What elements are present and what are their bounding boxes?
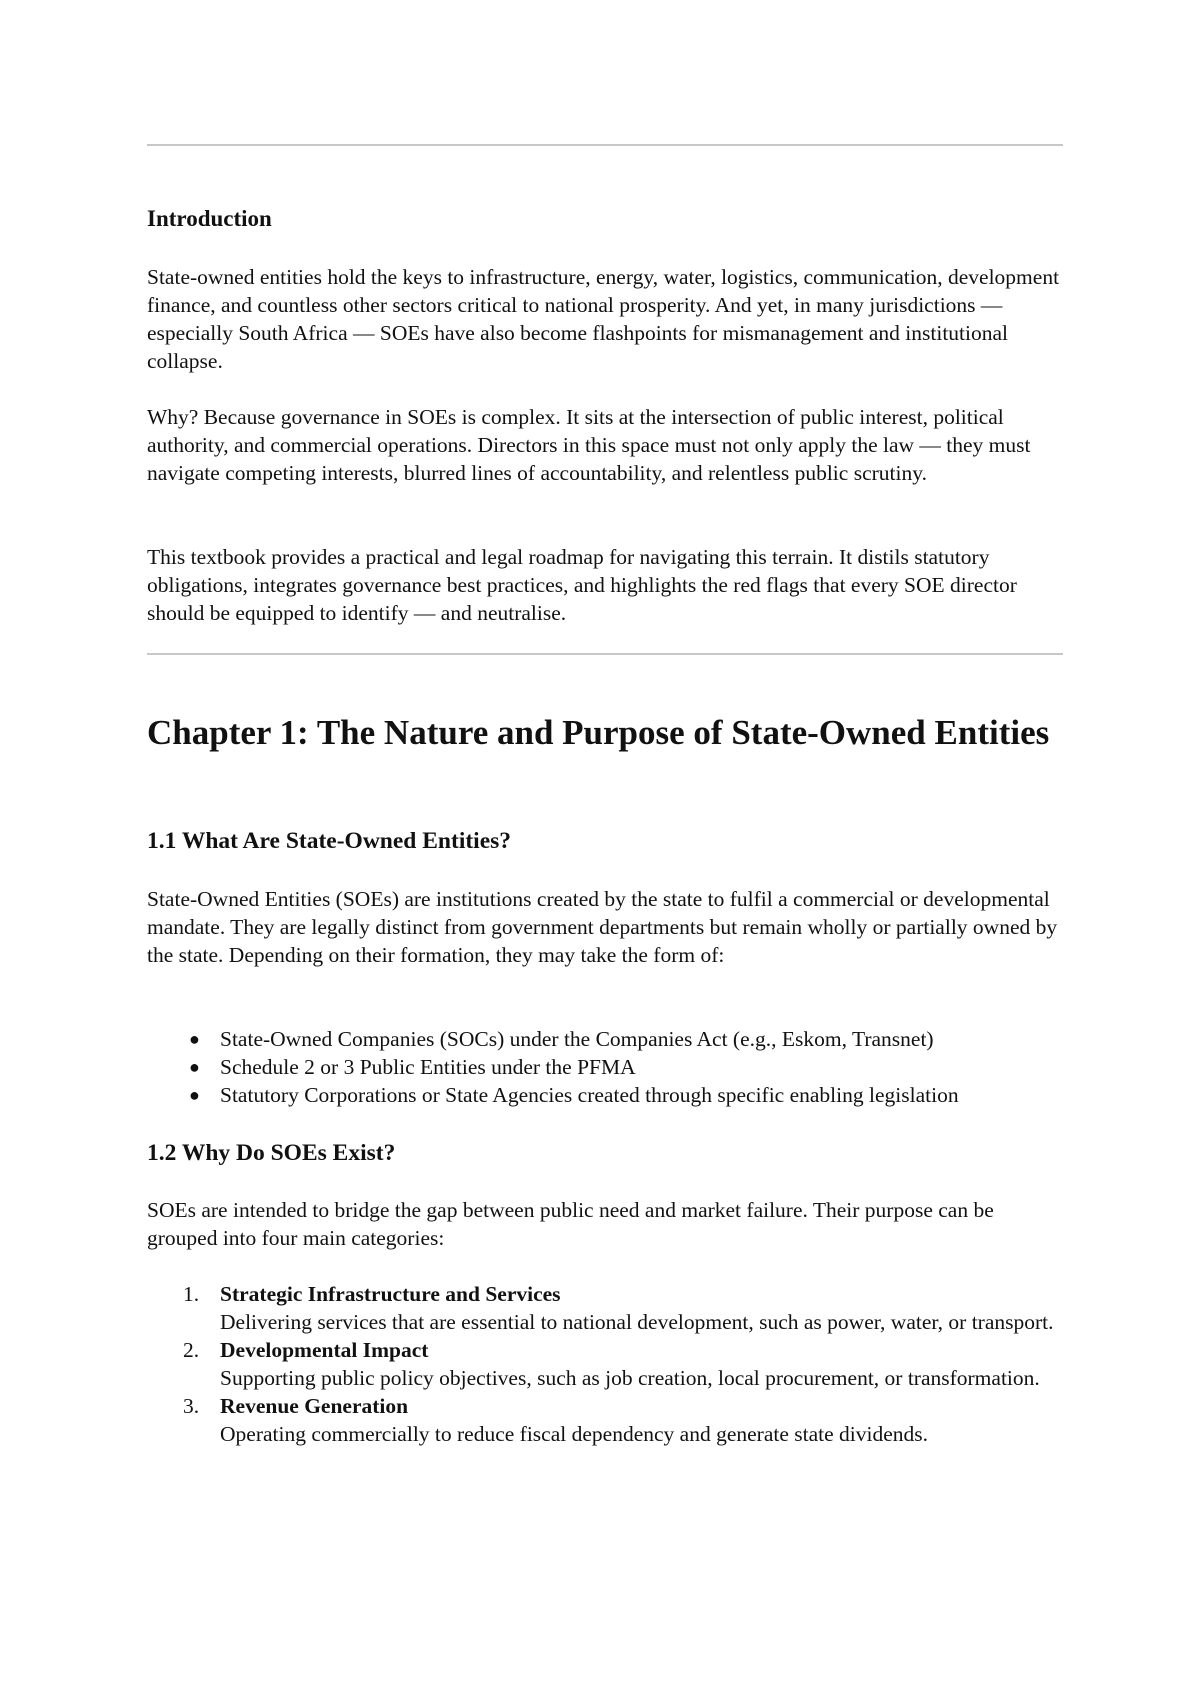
- bullet-icon: ●: [189, 1057, 200, 1077]
- bullet-icon: ●: [189, 1029, 200, 1049]
- list-item-description: Supporting public policy objectives, such as job creation, local procurement, or transformation.: [220, 1366, 1040, 1390]
- list-item-title: Strategic Infrastructure and Services: [220, 1282, 561, 1306]
- list-item-text: Statutory Corporations or State Agencies created through specific enabling legislation: [220, 1083, 959, 1107]
- list-item: [147, 1025, 1063, 1053]
- list-item: [147, 1336, 1063, 1392]
- horizontal-rule: [147, 144, 1063, 146]
- section-heading-1-1: 1.1 What Are State-Owned Entities?: [147, 828, 512, 854]
- introduction-paragraph-3: This textbook provides a practical and legal roadmap for navigating this terrain. It distils statutory obligations, integrates governance best practices, and highlights the red flags that every SOE director should be equipped to identify — and neutralise.: [147, 545, 1017, 625]
- list-item-description: Delivering services that are essential to national development, such as power, water, or transport.: [220, 1310, 1054, 1334]
- list-item: [147, 1053, 1063, 1081]
- list-item: [147, 1081, 1063, 1109]
- purpose-categories-list: [147, 1280, 1063, 1448]
- list-item-description: Operating commercially to reduce fiscal dependency and generate state dividends.: [220, 1422, 929, 1446]
- list-item-text: Schedule 2 or 3 Public Entities under the PFMA: [220, 1055, 636, 1079]
- section-heading-1-2: 1.2 Why Do SOEs Exist?: [147, 1140, 396, 1166]
- section-1-1-paragraph: State-Owned Entities (SOEs) are institutions created by the state to fulfil a commercial or developmental mandate. They are legally distinct from government departments but remain wholly or partially owned by the state. Depending on their formation, they may take the form of:: [147, 887, 1058, 967]
- list-item-number: 2.: [183, 1338, 200, 1362]
- introduction-heading: Introduction: [147, 206, 272, 231]
- section-1-2-paragraph: SOEs are intended to bridge the gap between public need and market failure. Their purpose can be grouped into four main categories:: [147, 1198, 994, 1250]
- chapter-title: Chapter 1: The Nature and Purpose of State-Owned Entities: [147, 713, 1050, 752]
- list-item: [147, 1392, 1063, 1448]
- list-item-text: State-Owned Companies (SOCs) under the Companies Act (e.g., Eskom, Transnet): [220, 1027, 934, 1051]
- introduction-paragraph-1: State-owned entities hold the keys to infrastructure, energy, water, logistics, communication, development finance, and countless other sectors critical to national prosperity. And yet, in many jurisdictions — especially South Africa — SOEs have also become flashpoints for mismanagement and institutional collapse.: [147, 265, 1060, 373]
- list-item-number: 1.: [183, 1282, 200, 1306]
- horizontal-rule: [147, 653, 1063, 655]
- list-item: [147, 1280, 1063, 1336]
- bullet-icon: ●: [189, 1085, 200, 1105]
- list-item-title: Developmental Impact: [220, 1338, 429, 1362]
- introduction-paragraph-2: Why? Because governance in SOEs is complex. It sits at the intersection of public interest, political authority, and commercial operations. Directors in this space must not only apply the law — they must navigate competing interests, blurred lines of accountability, and relentless public scrutiny.: [147, 405, 1031, 485]
- list-item-title: Revenue Generation: [220, 1394, 409, 1418]
- entity-forms-list: [147, 1025, 1063, 1109]
- list-item-number: 3.: [183, 1394, 200, 1418]
